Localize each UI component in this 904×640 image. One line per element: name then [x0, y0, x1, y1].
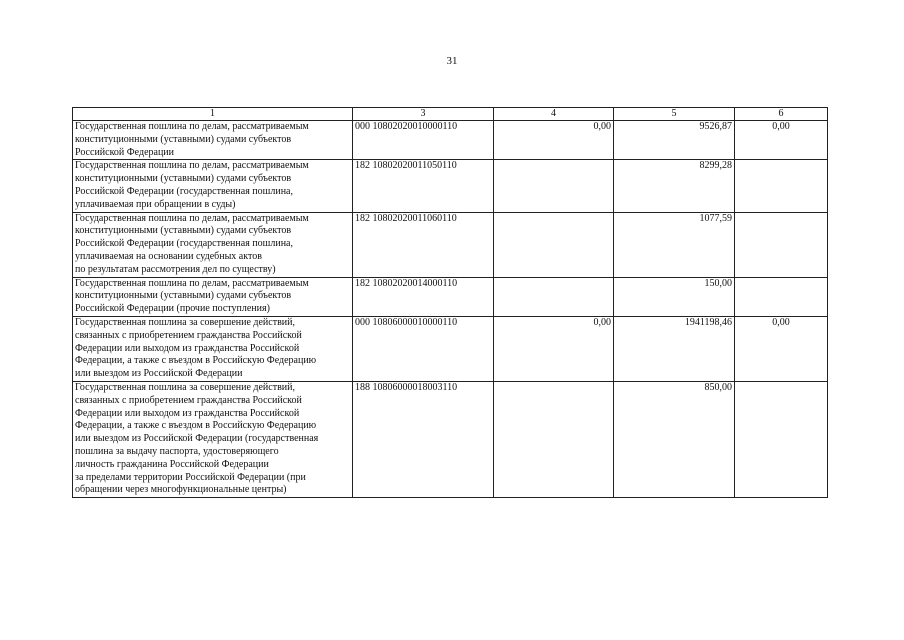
row-col6-value	[735, 160, 828, 212]
budget-table	[72, 107, 828, 498]
row-code: 000 10802020010000110	[353, 121, 494, 160]
header-row	[73, 108, 828, 121]
row-col4-value: 0,00	[494, 121, 614, 160]
row-col4-value: 0,00	[494, 316, 614, 381]
row-col6-value: 0,00	[735, 121, 828, 160]
row-col4-value	[494, 212, 614, 277]
row-name: Государственная пошлина за совершение действий, связанных с приобретением гражданства Российской Федерации или выходом из гражданства Российской Федерации, а также с въездом в Российскую Федерацию или выездом из Российской Федерации (государственная пошлина за выдачу паспорта, удостоверяющего личность гражданина Российской Федерации за пределами территории Российской Федерации (при обращении через многофункциональные центры)	[73, 381, 353, 497]
table-row	[73, 121, 828, 160]
row-name: Государственная пошлина по делам, рассматриваемым конституционными (уставными) судами субъектов Российской Федерации	[73, 121, 353, 160]
table-row	[73, 381, 828, 497]
row-col5-value: 9526,87	[614, 121, 735, 160]
row-code: 182 10802020014000110	[353, 277, 494, 316]
table-row	[73, 212, 828, 277]
row-col5-value: 150,00	[614, 277, 735, 316]
row-col6-value: 0,00	[735, 316, 828, 381]
row-code: 182 10802020011060110	[353, 212, 494, 277]
row-code: 000 10806000010000110	[353, 316, 494, 381]
table-row	[73, 316, 828, 381]
row-code: 182 10802020011050110	[353, 160, 494, 212]
row-col5-value: 8299,28	[614, 160, 735, 212]
table-row	[73, 277, 828, 316]
row-name: Государственная пошлина по делам, рассматриваемым конституционными (уставными) судами субъектов Российской Федерации (государственная пошлина, уплачиваемая при обращении в суды)	[73, 160, 353, 212]
header-col-5: 5	[614, 108, 735, 121]
row-col6-value	[735, 277, 828, 316]
table-row	[73, 160, 828, 212]
header-col-6: 6	[735, 108, 828, 121]
header-col-3: 3	[353, 108, 494, 121]
row-name: Государственная пошлина по делам, рассматриваемым конституционными (уставными) судами субъектов Российской Федерации (прочие поступления)	[73, 277, 353, 316]
row-col6-value	[735, 381, 828, 497]
row-col5-value: 1941198,46	[614, 316, 735, 381]
row-col5-value: 850,00	[614, 381, 735, 497]
row-col5-value: 1077,59	[614, 212, 735, 277]
header-col-4: 4	[494, 108, 614, 121]
row-code: 188 10806000018003110	[353, 381, 494, 497]
header-col-1: 1	[73, 108, 353, 121]
row-col4-value	[494, 160, 614, 212]
page-number: 31	[446, 55, 458, 67]
row-name: Государственная пошлина за совершение действий, связанных с приобретением гражданства Российской Федерации или выходом из гражданства Российской Федерации, а также с въездом в Российскую Федерацию или выездом из Российской Федерации	[73, 316, 353, 381]
row-col4-value	[494, 277, 614, 316]
row-col4-value	[494, 381, 614, 497]
row-col6-value	[735, 212, 828, 277]
row-name: Государственная пошлина по делам, рассматриваемым конституционными (уставными) судами субъектов Российской Федерации (государственная пошлина, уплачиваемая на основании судебных актов по результатам рассмотрения дел по существу)	[73, 212, 353, 277]
